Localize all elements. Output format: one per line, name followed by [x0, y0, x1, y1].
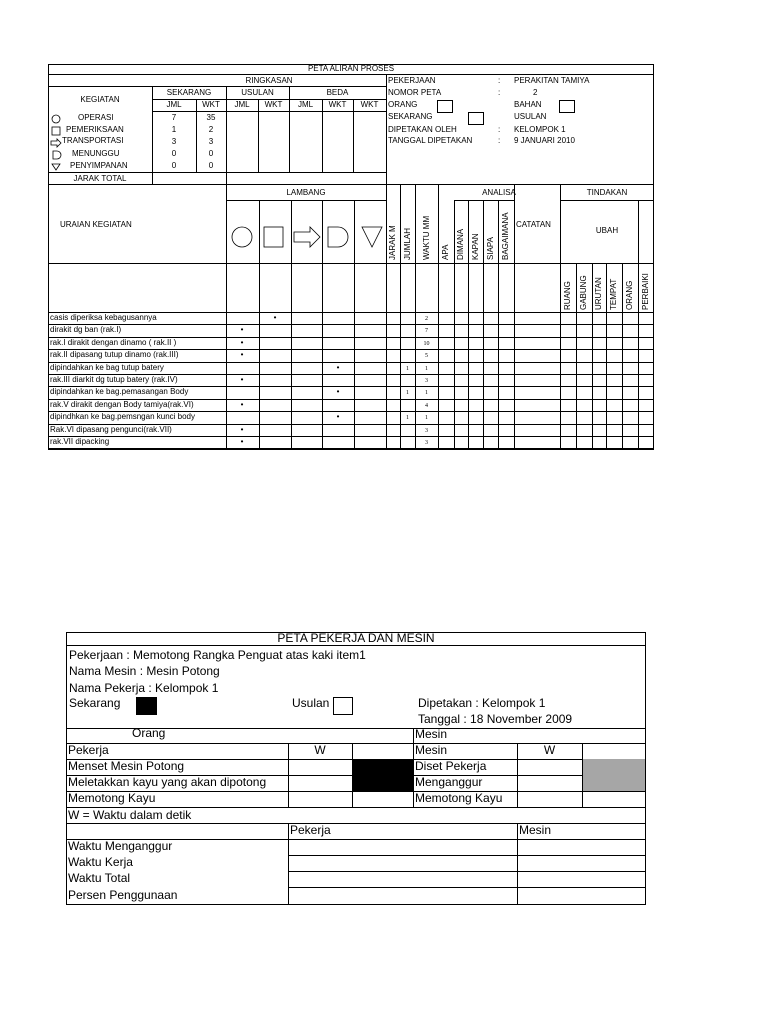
jml-header: JML	[234, 100, 250, 109]
w-header: W	[314, 743, 326, 757]
wkt-header: WKT	[360, 100, 379, 109]
mesin-row: Diset Pekerja	[415, 759, 487, 773]
step-waktu: 5	[425, 353, 428, 359]
pekerjaan-text: Pekerjaan : Memotong Rangka Penguat atas kaki item1	[69, 648, 366, 662]
title: PETA ALIRAN PROSES	[307, 64, 395, 73]
summary-symbols	[50, 114, 62, 174]
pekerja-row: Menset Mesin Potong	[68, 759, 185, 773]
summary-wkt: 0	[208, 149, 214, 158]
orang-checkbox	[437, 100, 453, 113]
nama-mesin-text: Nama Mesin : Mesin Potong	[69, 664, 220, 678]
nama-pekerja-text: Nama Pekerja : Kelompok 1	[69, 681, 219, 695]
jarak-total-label: JARAK TOTAL	[73, 174, 127, 183]
step-waktu: 3	[425, 378, 428, 384]
step-description: dirakit dg ban (rak.I)	[50, 325, 122, 334]
summary-wkt: 3	[208, 137, 214, 146]
summary-jml: 0	[171, 149, 177, 158]
bahan-checkbox	[559, 100, 575, 113]
summary-label: MENUNGGU	[72, 149, 120, 158]
mesin-gantt-block	[583, 759, 645, 791]
lambang-symbols	[226, 222, 386, 252]
menunggu-icon	[53, 151, 61, 159]
jarak-m-header: JARAK M	[388, 225, 397, 260]
orang-header: Orang	[132, 726, 166, 740]
pekerjaan-value: PERAKITAN TAMIYA	[514, 76, 590, 85]
catatan-header: CATATAN	[516, 220, 551, 229]
step-description: rak.II dipasang tutup dinamo (rak.III)	[50, 350, 179, 359]
step-description: rak.VII dipacking	[50, 437, 110, 446]
operasi-icon	[52, 115, 60, 123]
step-waktu: 2	[425, 316, 428, 322]
tanggal-value: 9 JANUARI 2010	[514, 136, 575, 145]
step-waktu: 3	[425, 428, 428, 434]
summary-label: OPERASI	[78, 113, 114, 122]
nomor-peta-value: 2	[533, 88, 538, 97]
summary-jml: 3	[171, 137, 177, 146]
penyimpanan-icon	[52, 164, 60, 170]
colon: :	[498, 136, 501, 145]
w-note: W = Waktu dalam detik	[68, 808, 192, 822]
jml-header: JML	[297, 100, 314, 109]
peta-pekerja-mesin-table	[66, 632, 646, 905]
step-jumlah: 1	[406, 366, 409, 372]
pemeriksaan-icon	[52, 127, 60, 135]
summary-wkt: 2	[208, 125, 214, 134]
step-dot: •	[273, 313, 277, 322]
sum-row: Waktu Menganggur	[68, 839, 173, 853]
beda-header: BEDA	[326, 88, 349, 97]
tindakan-col: PERBAIKI	[641, 273, 650, 310]
summary-jml: 0	[171, 161, 177, 170]
analisa-col: SIAPA	[486, 237, 495, 260]
tindakan-col: ORANG	[625, 280, 634, 310]
lambang-header: LAMBANG	[286, 188, 326, 197]
wkt-header: WKT	[264, 100, 283, 109]
step-description: dipindahkan ke bag tutup batery	[50, 363, 164, 372]
jml-header: JML	[166, 100, 182, 109]
analisa-header: ANALISA	[482, 188, 516, 197]
dipetakan-label: DIPETAKAN OLEH	[388, 125, 457, 134]
step-waktu: 3	[425, 440, 428, 446]
step-description: rak.V dirakit dengan Body tamiya(rak.VI)	[50, 400, 194, 409]
wkt-header: WKT	[328, 100, 347, 109]
tanggal-label: TANGGAL DIPETAKAN	[388, 136, 473, 145]
colon: :	[498, 76, 501, 85]
pekerja-gantt-block	[353, 759, 413, 791]
summary-label: PEMERIKSAAN	[66, 125, 124, 134]
usulan-empty-box	[333, 697, 353, 715]
step-jumlah: 1	[406, 415, 409, 421]
step-dot: •	[240, 350, 244, 359]
mesin-row: Memotong Kayu	[415, 791, 503, 805]
sum-pekerja-header: Pekerja	[290, 823, 331, 837]
sum-row: Waktu Total	[68, 871, 131, 885]
title: PETA PEKERJA DAN MESIN	[277, 631, 435, 645]
sekarang-header: SEKARANG	[166, 88, 212, 97]
summary-jml: 1	[171, 125, 177, 134]
summary-label: PENYIMPANAN	[70, 161, 128, 170]
step-dot: •	[240, 400, 244, 409]
analisa-col: KAPAN	[471, 233, 480, 260]
step-dot: •	[240, 338, 244, 347]
tanggal-text: Tanggal : 18 November 2009	[418, 712, 573, 726]
usulan-header: USULAN	[241, 88, 274, 97]
analisa-col: BAGAIMANA	[501, 212, 510, 260]
summary-wkt: 35	[206, 113, 216, 122]
tindakan-col: URUTAN	[594, 277, 603, 310]
sekarang-filled-box	[136, 697, 157, 715]
analisa-col: DIMANA	[456, 228, 465, 260]
transportasi-icon	[294, 227, 320, 247]
wkt-header: WKT	[202, 100, 220, 109]
step-waktu: 1	[425, 415, 428, 421]
tindakan-col: GABUNG	[579, 275, 588, 310]
mesin-header: Mesin	[415, 727, 448, 741]
pekerjaan-label: PEKERJAAN	[388, 76, 436, 85]
nomor-peta-label: NOMOR PETA	[388, 88, 442, 97]
pekerja-row: Meletakkan kayu yang akan dipotong	[68, 775, 267, 789]
step-dot: •	[336, 363, 340, 372]
summary-wkt: 0	[208, 161, 214, 170]
step-waktu: 4	[425, 403, 428, 409]
analisa-col: APA	[441, 244, 450, 260]
summary-jml: 7	[171, 113, 177, 122]
step-description: casis diperiksa kebagusannya	[50, 313, 157, 322]
uraian-kegiatan-header: URAIAN KEGIATAN	[60, 220, 132, 229]
sekarang-label: Sekarang	[69, 696, 121, 710]
step-description: rak.I dirakit dengan dinamo ( rak.II )	[50, 338, 177, 347]
step-description: rak.III diarkit dg tutup batery (rak.IV)	[50, 375, 178, 384]
waktu-mm-header: WAKTU MM	[422, 215, 431, 260]
jumlah-header: JUMLAH	[403, 227, 412, 260]
step-waktu: 7	[425, 328, 428, 334]
tindakan-col: RUANG	[563, 281, 572, 310]
step-description: Rak.VI dipasang pengunci(rak.VII)	[50, 425, 172, 434]
step-waktu: 1	[425, 366, 428, 372]
peta-aliran-proses-table	[48, 64, 654, 450]
bahan-label: BAHAN	[514, 100, 542, 109]
dipetakan-text: Dipetakan : Kelompok 1	[418, 696, 546, 710]
step-dot: •	[240, 325, 244, 334]
sum-row: Persen Penggunaan	[68, 888, 178, 902]
operasi-icon	[232, 227, 252, 247]
sum-mesin-header: Mesin	[519, 823, 552, 837]
step-dot: •	[240, 437, 244, 446]
colon: :	[498, 125, 501, 134]
pekerja-row: Memotong Kayu	[68, 791, 156, 805]
step-description: dipindahkan ke bag.pemasangan Body	[50, 387, 189, 396]
summary-label: TRANSPORTASI	[62, 136, 124, 145]
pekerja-col-header: Pekerja	[68, 743, 109, 757]
dipetakan-value: KELOMPOK 1	[514, 125, 566, 134]
step-waktu: 1	[425, 390, 428, 396]
step-description: dipindhkan ke bag.pemsngan kunci body	[50, 412, 195, 421]
mesin-row: Menganggur	[415, 775, 483, 789]
kegiatan-header: KEGIATAN	[80, 95, 120, 104]
step-dot: •	[336, 387, 340, 396]
sekarang-checkbox	[468, 112, 484, 125]
ubah-header: UBAH	[595, 226, 619, 235]
step-dot: •	[336, 412, 340, 421]
usulan-label: Usulan	[292, 696, 330, 710]
tindakan-col: TEMPAT	[609, 278, 618, 310]
pemeriksaan-icon	[264, 227, 283, 247]
step-waktu: 10	[423, 341, 430, 347]
usulan-label: USULAN	[514, 112, 547, 121]
step-dot: •	[240, 375, 244, 384]
step-dot: •	[240, 425, 244, 434]
ringkasan-header: RINGKASAN	[245, 76, 293, 85]
menunggu-icon	[328, 227, 348, 247]
mesin-col-header: Mesin	[415, 743, 448, 757]
tindakan-header: TINDAKAN	[586, 188, 628, 197]
transportasi-icon	[51, 139, 61, 147]
sekarang-label: SEKARANG	[388, 112, 433, 121]
orang-label: ORANG	[388, 100, 418, 109]
step-jumlah: 1	[406, 390, 409, 396]
w-header: W	[543, 743, 556, 757]
penyimpanan-icon	[362, 227, 382, 247]
colon: :	[498, 88, 501, 97]
sum-row: Waktu Kerja	[68, 855, 133, 869]
